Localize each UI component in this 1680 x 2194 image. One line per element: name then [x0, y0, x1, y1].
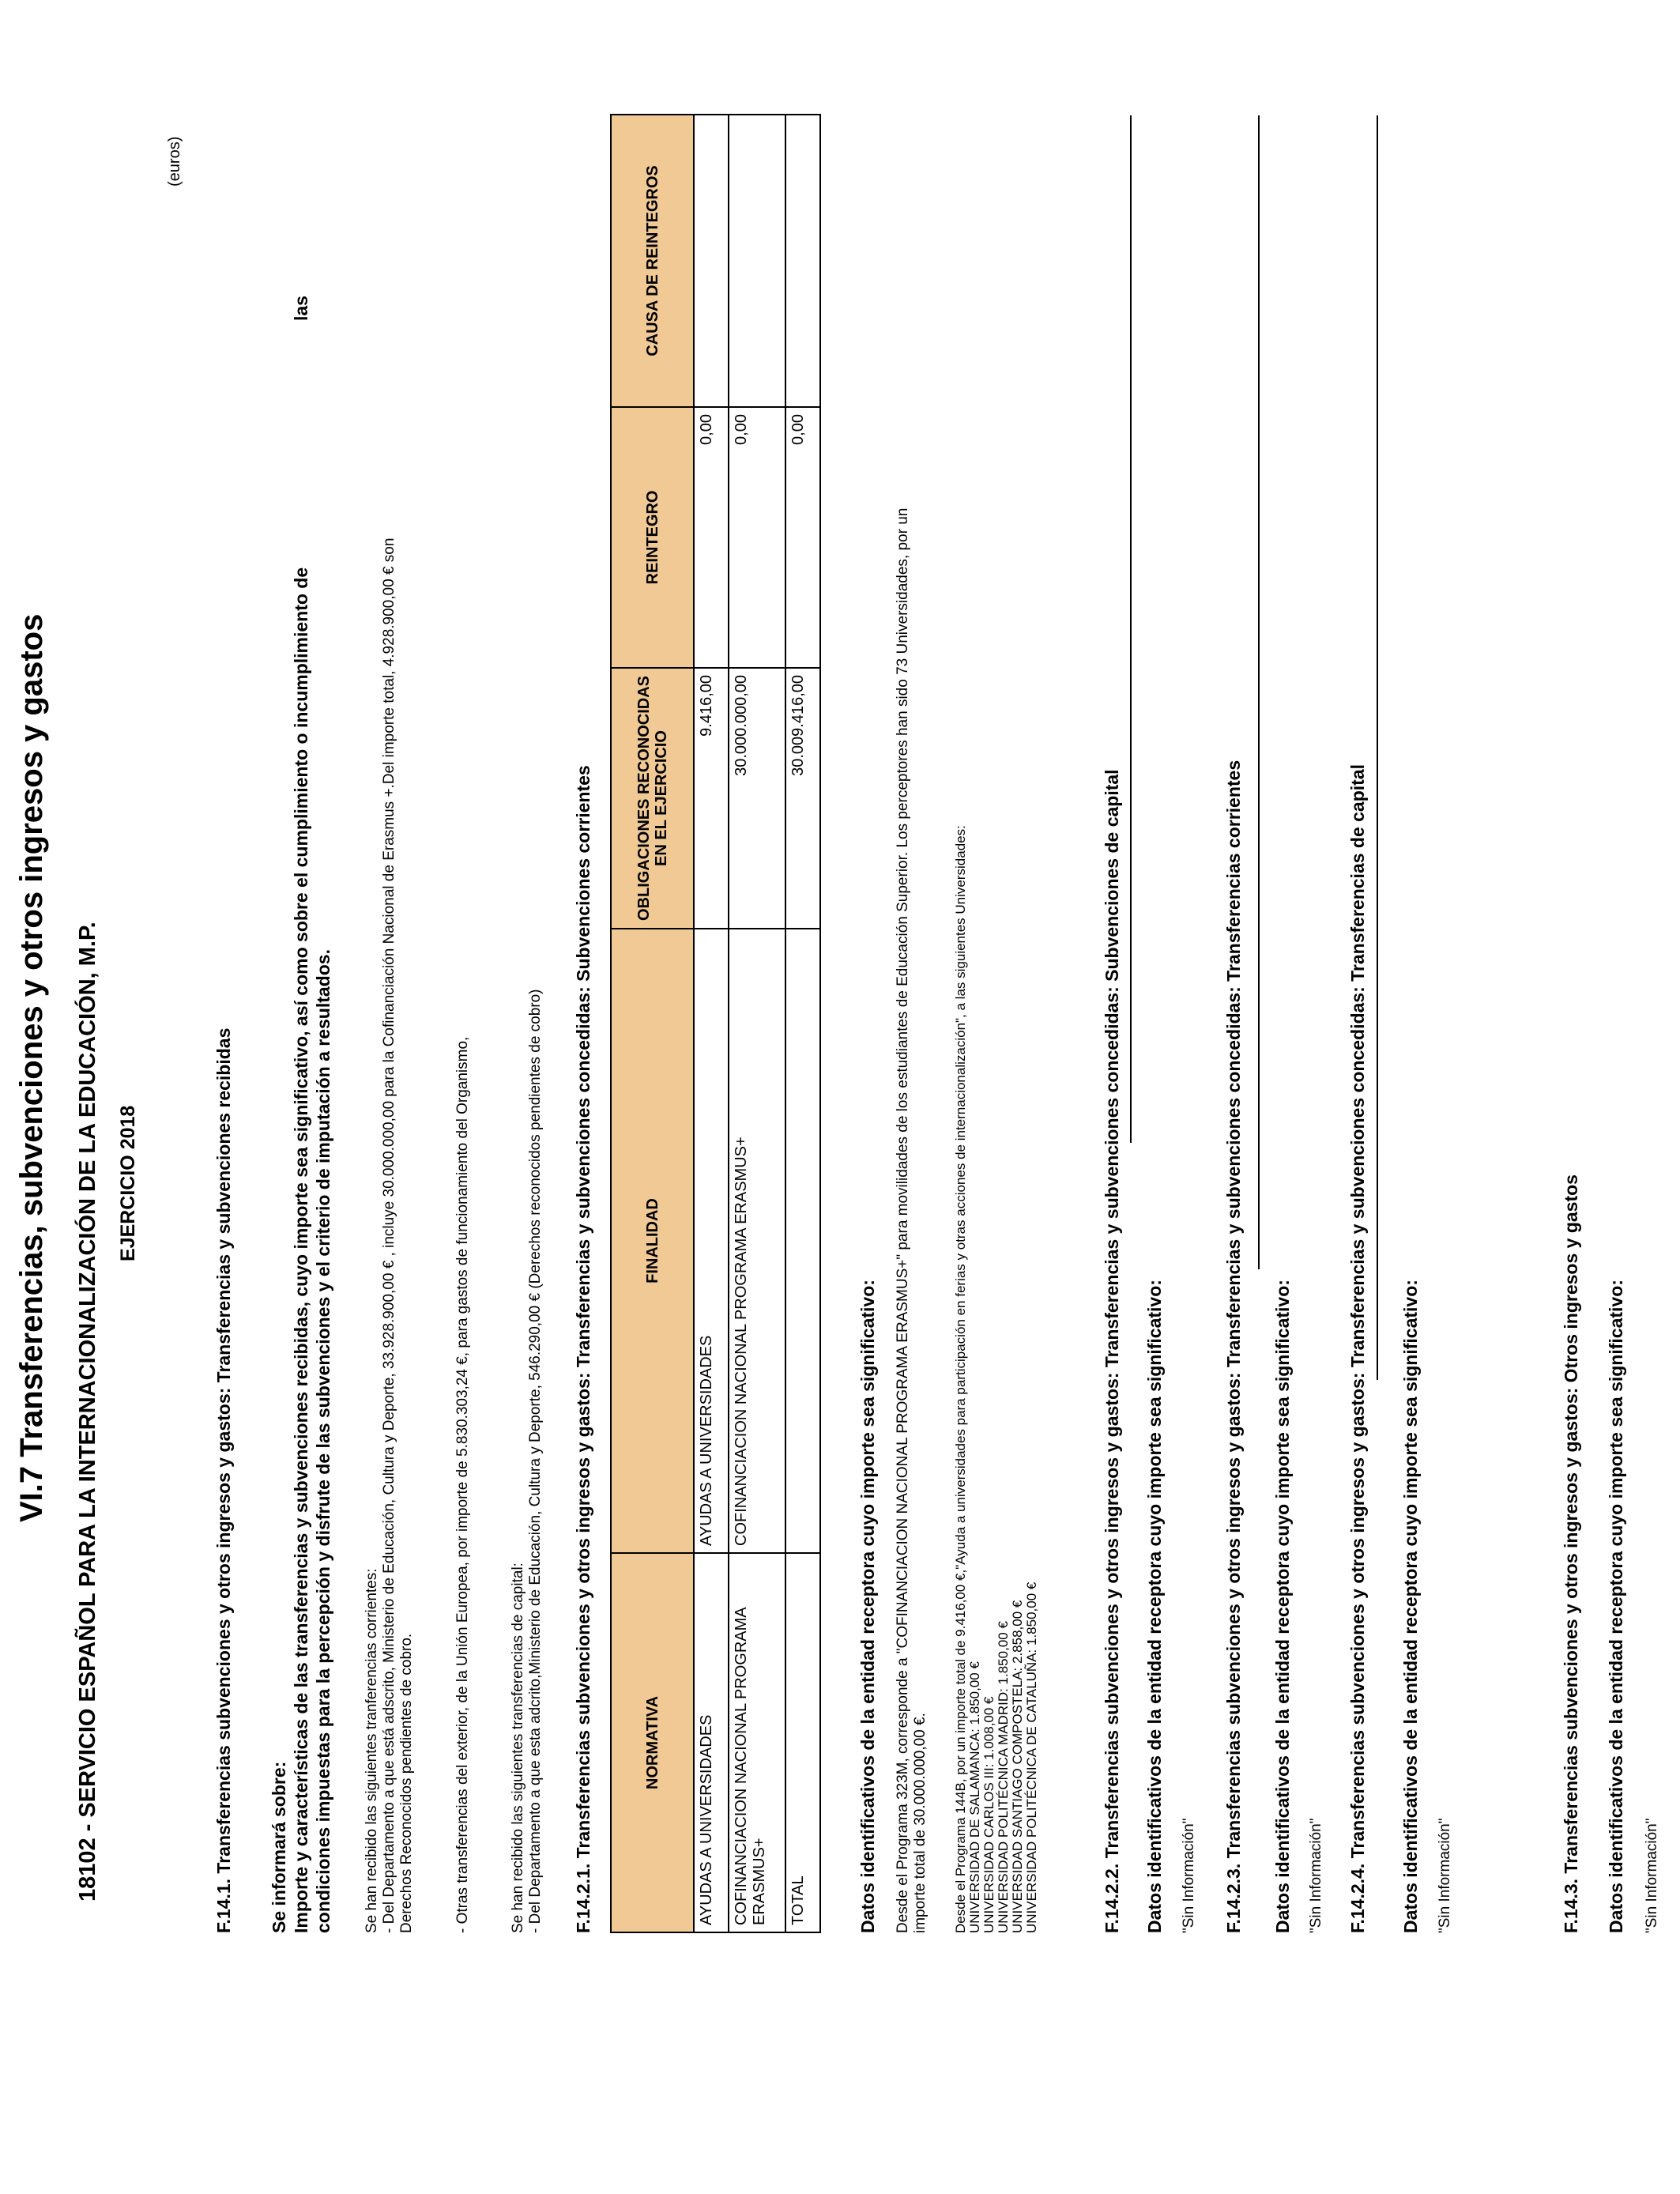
f1422-heading: F.14.2.2. Transferencias subvenciones y otros ingresos y gastos: Transferencias y subvenciones concedidas: Subvenciones de capital: [1102, 769, 1122, 1933]
f1421-d2-l1: UNIVERSIDAD DE SALAMANCA: 1.850,00 €: [967, 1661, 982, 1933]
f1422-datos-heading: Datos identificativos de la entidad receptora cuyo importe sea significativo:: [1144, 1280, 1165, 1933]
cell-total-label: TOTAL: [785, 1553, 820, 1932]
header-obligaciones: OBLIGACIONES RECONOCIDAS EN EL EJERCICIO: [611, 668, 694, 929]
f1421-d1-l2: importe total de 30.000.000,00 €.: [912, 1713, 929, 1933]
divider: [1130, 115, 1132, 1143]
f1424-heading: F.14.2.4. Transferencias subvenciones y otros ingresos y gastos: Transferencias y subvenciones concedidas: Transferencias de capital: [1347, 763, 1368, 1933]
f1421-d1-l1: Desde el Programa 323M, corresponde a "COFINANCIACION NACIONAL PROGRAMA ERASMUS+" para movilidades de los estudiantes de Educación Superior. Los perceptores han sido 73 Universidades, por un: [895, 507, 911, 1933]
cell-causa: [694, 115, 729, 407]
f1424-datos-heading: Datos identificativos de la entidad receptora cuyo importe sea significativo:: [1400, 1280, 1421, 1933]
f1421-heading: F.14.2.1. Transferencias subvenciones y otros ingresos y gastos: Transferencias y subvenciones concedidas: Subvenciones corrientes: [573, 765, 593, 1933]
f141-inform-line1-end: las: [291, 296, 311, 321]
cell-normativa: COFINANCIACION NACIONAL PROGRAMA ERASMUS+: [729, 1553, 785, 1932]
f1421-d2-l5: UNIVERSIDAD POLITÉCNICA DE CATALUÑA: 1.850,00 €: [1024, 1581, 1039, 1933]
page-title: VI.7 Transferencias, subvenciones y otros ingresos y gastos: [14, 613, 49, 1522]
divider: [1377, 115, 1378, 1380]
cell-total-reintegro: 0,00: [785, 407, 820, 668]
header-causa: CAUSA DE REINTEGROS: [611, 115, 694, 407]
entity-title: 18102 - SERVICIO ESPAÑOL PARA LA INTERNACIONALIZACIÓN DE LA EDUCACIÓN, M.P.: [75, 922, 100, 1902]
table-total-row: [785, 115, 820, 1932]
table-header-row: [611, 115, 694, 1932]
f1421-datos-heading: Datos identificativos de la entidad receptora cuyo importe sea significativo:: [857, 1280, 878, 1933]
divider: [1258, 115, 1260, 1269]
table-row: [729, 115, 785, 1932]
table-row: [694, 115, 729, 1932]
cell-finalidad: AYUDAS A UNIVERSIDADES: [694, 929, 729, 1553]
currency-label: (euros): [166, 136, 183, 187]
subvenciones-table: [610, 114, 821, 1933]
f141-inform-label: Se informará sobre:: [269, 1761, 289, 1933]
cell-reintegro: 0,00: [694, 407, 729, 668]
f1423-heading: F.14.2.3. Transferencias subvenciones y otros ingresos y gastos: Transferencias y subvenciones concedidas: Transferencias corrientes: [1223, 760, 1244, 1933]
f1423-info: "Sin Información": [1308, 1818, 1324, 1933]
cell-normativa: AYUDAS A UNIVERSIDADES: [694, 1553, 729, 1932]
f1424-info: "Sin Información": [1437, 1818, 1453, 1933]
f1423-datos-heading: Datos identificativos de la entidad receptora cuyo importe sea significativo:: [1272, 1280, 1293, 1933]
f1422-info: "Sin Información": [1181, 1818, 1197, 1933]
cell-reintegro: 0,00: [729, 407, 785, 668]
f143-heading: F.14.3. Transferencias subvenciones y otros ingresos y gastos: Otros ingresos y gastos: [1561, 1174, 1581, 1933]
f1421-d2-l4: UNIVERSIDAD SANTIAGO COMPOSTELA: 2.858,00 €: [1010, 1600, 1025, 1933]
cell-obligaciones: 9.416,00: [694, 668, 729, 929]
cell-total-obligaciones: 30.009.416,00: [785, 668, 820, 929]
f141-p1-l2: - Del Departamento a que está adscrito, Ministerio de Educación, Cultura y Deporte, 33.928.900,00 € , incluye 30.000.000,00 para la Cofinanciación Nacional de Erasmus +.Del importe total, 4.928.900,00 € son: [381, 537, 397, 1933]
f141-p3-l1: Se han recibido las siguientes transferencias de capital:: [510, 1563, 526, 1933]
f143-datos-heading: Datos identificativos de la entidad receptora cuyo importe sea significativo:: [1606, 1280, 1626, 1933]
header-normativa: NORMATIVA: [611, 1553, 694, 1932]
f141-p3-l2: - Del Departamento a que esta adcrito,Ministerio de Educación, Cultura y Deporte, 546.290,00 € (Derechos reconocidos pendientes de cobro): [527, 989, 544, 1933]
f141-p1-l3: Derechos Reconocidos pendientes de cobro.: [398, 1633, 415, 1933]
header-finalidad: FINALIDAD: [611, 929, 694, 1553]
f141-p1-l1: Se han recibido las siguientes tranferencias corrientes:: [363, 1568, 380, 1933]
header-reintegro: REINTEGRO: [611, 407, 694, 668]
f1421-d2-l0: Desde el Programa 144B, por un importe total de 9.416,00 €,"Ayuda a universidades para participación en ferias y otras acciones de internacionalización", a las siguientes Universidades:: [953, 825, 968, 1933]
f141-heading: F.14.1. Transferencias subvenciones y otros ingresos y gastos: Transferencias y subvenciones recibidas: [213, 1027, 234, 1933]
f143-info: "Sin Información": [1644, 1818, 1660, 1933]
f141-inform-line1: Importe y características de las transferencias y subvenciones recibidas, cuyo importe sea significativo, así como sobre el cumplimiento o incumplimiento de: [291, 567, 311, 1933]
cell-finalidad: COFINANCIACION NACIONAL PROGRAMA ERASMUS+: [729, 929, 785, 1553]
f1421-d2-l3: UNIVERSIDAD POLITÉCNICA MADRID: 1.850,00 €: [996, 1621, 1011, 1933]
exercise-label: EJERCICIO 2018: [117, 1105, 139, 1261]
f141-inform-line2: condiciones impuestas para la percepción y disfrute de las subvenciones y el criterio de imputación a resultados.: [313, 949, 333, 1933]
cell-causa: [729, 115, 785, 407]
cell-causa: [785, 115, 820, 407]
cell-obligaciones: 30.000.000,00: [729, 668, 785, 929]
f1421-d2-l2: UNIVERSIDAD CARLOS III: 1.008,00 €: [981, 1696, 996, 1933]
f141-p2: - Otras transferencias del exterior, de la Unión Europea, por importe de 5.830.303,24 €, para gastos de funcionamiento del Organismo,: [454, 1036, 471, 1933]
cell-finalidad: [785, 929, 820, 1553]
